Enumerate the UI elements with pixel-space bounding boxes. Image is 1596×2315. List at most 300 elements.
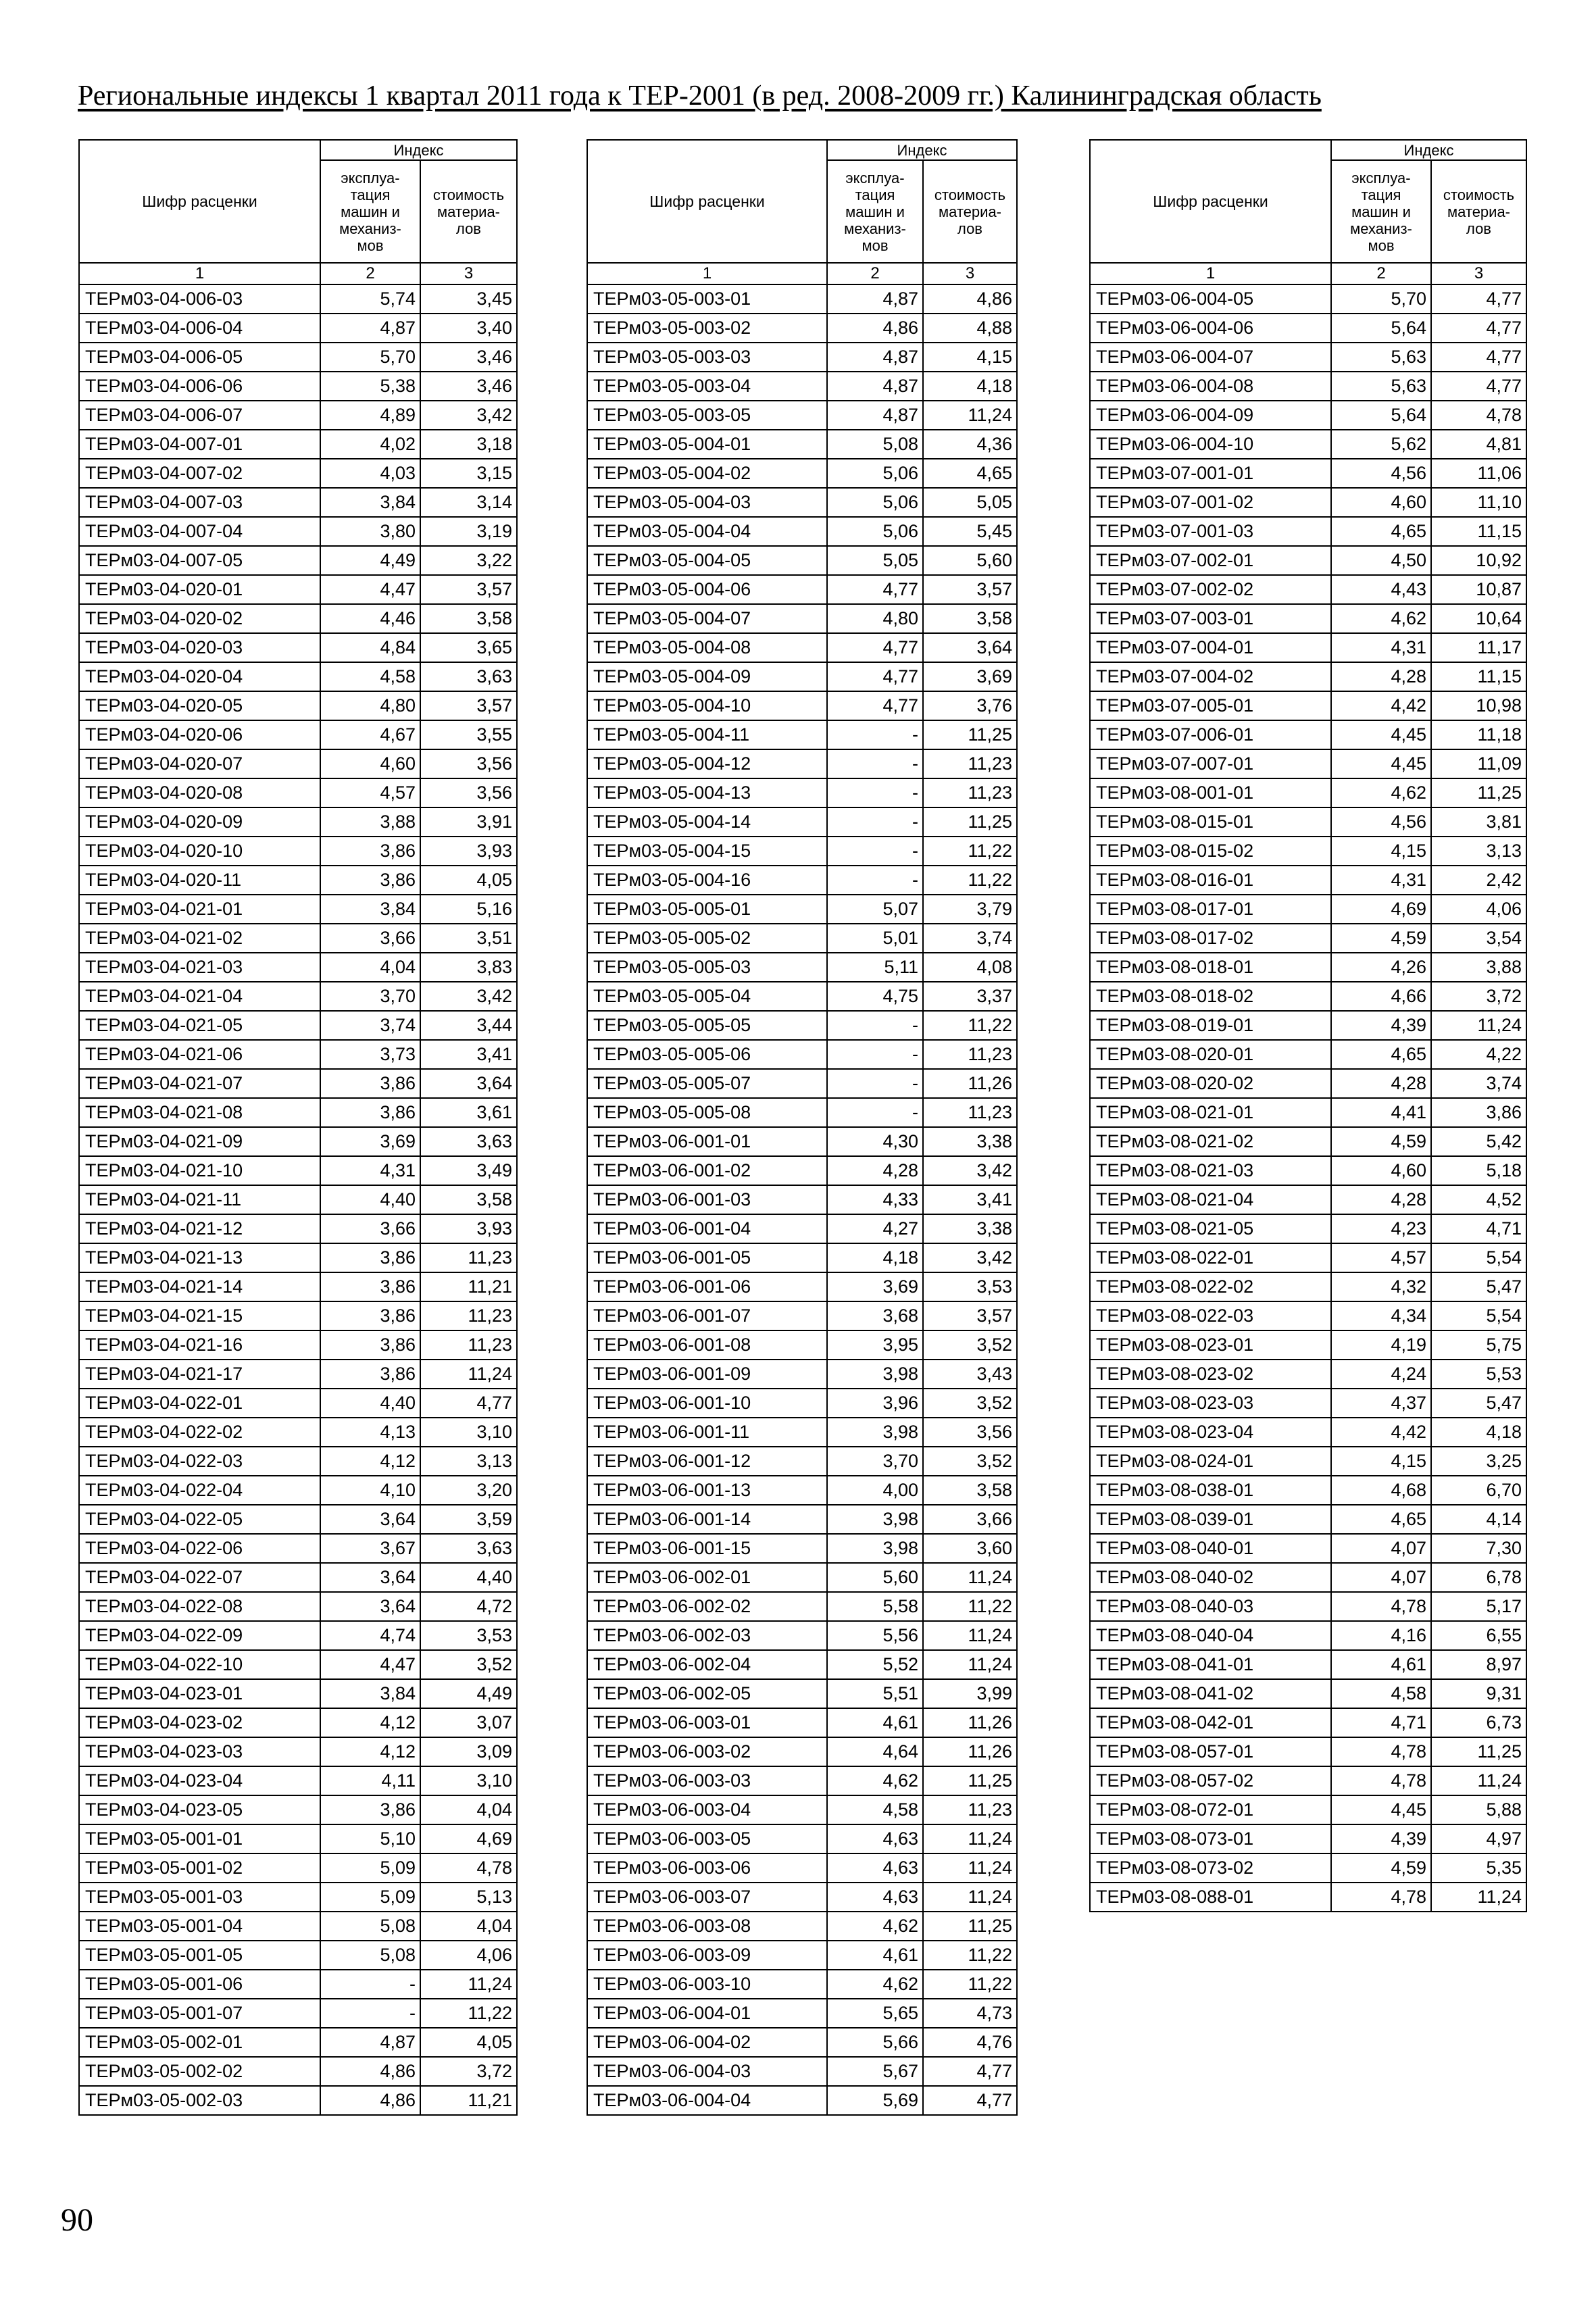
table-row: [587, 1737, 1017, 1766]
table-row: [79, 314, 517, 343]
materials-index-cell: 4,77: [1431, 372, 1526, 401]
table-row: [79, 401, 517, 430]
materials-index-cell: 4,78: [420, 1853, 517, 1883]
index-group-header: Индекс: [320, 140, 517, 160]
table-row: [587, 1824, 1017, 1853]
materials-index-cell: 11,24: [1431, 1883, 1526, 1912]
materials-index-cell: 11,24: [923, 1824, 1017, 1853]
machines-index-cell: 5,63: [1331, 343, 1431, 372]
rate-code-cell: ТЕРм03-05-004-04: [587, 517, 827, 546]
machines-index-cell: 4,87: [827, 284, 923, 314]
table-row: [587, 1650, 1017, 1679]
rate-code-cell: ТЕРм03-05-005-01: [587, 895, 827, 924]
table-row: [587, 1243, 1017, 1272]
rate-code-cell: ТЕРм03-08-021-04: [1090, 1185, 1331, 1214]
rate-code-cell: ТЕРм03-06-001-15: [587, 1534, 827, 1563]
machines-index-cell: 3,86: [320, 1360, 420, 1389]
machines-index-cell: 4,69: [1331, 895, 1431, 924]
machines-index-cell: 4,80: [320, 691, 420, 720]
table-row: [79, 2086, 517, 2115]
rate-code-cell: ТЕРм03-04-022-01: [79, 1389, 320, 1418]
materials-index-cell: 6,70: [1431, 1476, 1526, 1505]
rate-code-cell: ТЕРм03-08-018-02: [1090, 982, 1331, 1011]
materials-index-cell: 3,19: [420, 517, 517, 546]
machines-index-cell: 4,12: [320, 1737, 420, 1766]
rate-code-cell: ТЕРм03-08-073-02: [1090, 1853, 1331, 1883]
machines-index-cell: 4,78: [1331, 1737, 1431, 1766]
materials-index-cell: 3,57: [923, 575, 1017, 604]
rate-code-cell: ТЕРм03-06-003-10: [587, 1970, 827, 1999]
machines-index-cell: 5,58: [827, 1592, 923, 1621]
machines-index-cell: 4,86: [320, 2057, 420, 2086]
machines-index-cell: 4,41: [1331, 1098, 1431, 1127]
rate-code-cell: ТЕРм03-08-022-03: [1090, 1301, 1331, 1330]
table-row: [587, 749, 1017, 778]
machines-index-cell: 4,77: [827, 575, 923, 604]
materials-index-cell: 11,15: [1431, 662, 1526, 691]
table-row: [79, 807, 517, 837]
materials-index-cell: 11,23: [420, 1301, 517, 1330]
machines-index-cell: 4,02: [320, 430, 420, 459]
materials-index-cell: 10,87: [1431, 575, 1526, 604]
table-row: [587, 1941, 1017, 1970]
machines-index-cell: 5,66: [827, 2028, 923, 2057]
machines-index-cell: 4,32: [1331, 1272, 1431, 1301]
machines-index-cell: 4,63: [827, 1824, 923, 1853]
machines-index-cell: 3,86: [320, 866, 420, 895]
table-row: [79, 430, 517, 459]
rate-code-cell: ТЕРм03-04-022-07: [79, 1563, 320, 1592]
rate-code-cell: ТЕРм03-04-022-09: [79, 1621, 320, 1650]
table-row: [587, 1156, 1017, 1185]
machines-index-cell: 4,59: [1331, 1853, 1431, 1883]
table-row: [1090, 314, 1526, 343]
rate-code-cell: ТЕРм03-08-020-01: [1090, 1040, 1331, 1069]
table-row: [79, 1214, 517, 1243]
table-row: [79, 546, 517, 575]
machines-index-cell: 4,62: [827, 1912, 923, 1941]
materials-index-cell: 10,64: [1431, 604, 1526, 633]
table-row: [79, 778, 517, 807]
table-row: [587, 1592, 1017, 1621]
table-row: [587, 1795, 1017, 1824]
table-row: [587, 1098, 1017, 1127]
rate-code-cell: ТЕРм03-08-040-04: [1090, 1621, 1331, 1650]
materials-index-cell: 3,58: [923, 604, 1017, 633]
table-row: [79, 1679, 517, 1708]
table-row: [1090, 546, 1526, 575]
materials-index-cell: 5,18: [1431, 1156, 1526, 1185]
machines-index-cell: 4,63: [827, 1883, 923, 1912]
table-row: [1090, 1156, 1526, 1185]
table-row: [79, 1185, 517, 1214]
table-row: [587, 1970, 1017, 1999]
materials-index-cell: 3,57: [923, 1301, 1017, 1330]
table-row: [79, 1563, 517, 1592]
materials-index-cell: 3,91: [420, 807, 517, 837]
machines-index-cell: 5,70: [1331, 284, 1431, 314]
rate-code-cell: ТЕРм03-04-023-05: [79, 1795, 320, 1824]
table-row: [79, 1418, 517, 1447]
rate-code-cell: ТЕРм03-05-004-12: [587, 749, 827, 778]
rate-code-cell: ТЕРм03-06-003-05: [587, 1824, 827, 1853]
machines-index-cell: 4,59: [1331, 1127, 1431, 1156]
materials-index-cell: 3,64: [420, 1069, 517, 1098]
machines-index-cell: 4,47: [320, 575, 420, 604]
table-row: [79, 924, 517, 953]
materials-index-cell: 9,31: [1431, 1679, 1526, 1708]
materials-index-cell: 3,52: [420, 1650, 517, 1679]
rate-code-cell: ТЕРм03-05-004-06: [587, 575, 827, 604]
machines-index-cell: 4,89: [320, 401, 420, 430]
table-row: [79, 372, 517, 401]
table-row: [1090, 1592, 1526, 1621]
materials-index-cell: 3,56: [420, 778, 517, 807]
rate-code-cell: ТЕРм03-05-004-02: [587, 459, 827, 488]
machines-index-cell: 3,86: [320, 837, 420, 866]
materials-index-cell: 11,22: [923, 1011, 1017, 1040]
rate-code-cell: ТЕРм03-04-006-07: [79, 401, 320, 430]
table-row: [79, 720, 517, 749]
rate-code-cell: ТЕРм03-04-021-14: [79, 1272, 320, 1301]
materials-index-cell: 3,63: [420, 662, 517, 691]
rate-code-cell: ТЕРм03-06-001-08: [587, 1330, 827, 1360]
table-row: [79, 953, 517, 982]
materials-index-cell: 5,54: [1431, 1301, 1526, 1330]
rate-code-cell: ТЕРм03-06-001-14: [587, 1505, 827, 1534]
machines-index-cell: 4,60: [1331, 1156, 1431, 1185]
table-row: [1090, 430, 1526, 459]
machines-index-cell: -: [827, 807, 923, 837]
rate-code-cell: ТЕРм03-05-001-07: [79, 1999, 320, 2028]
machines-index-cell: 4,60: [320, 749, 420, 778]
rate-code-cell: ТЕРм03-04-020-06: [79, 720, 320, 749]
column-number: 3: [1431, 263, 1526, 284]
table-row: [587, 517, 1017, 546]
rate-code-cell: ТЕРм03-08-001-01: [1090, 778, 1331, 807]
rate-code-cell: ТЕРм03-08-040-02: [1090, 1563, 1331, 1592]
rate-code-cell: ТЕРм03-08-023-01: [1090, 1330, 1331, 1360]
table-row: [1090, 1621, 1526, 1650]
materials-index-cell: 6,78: [1431, 1563, 1526, 1592]
rate-code-cell: ТЕРм03-04-020-03: [79, 633, 320, 662]
materials-index-cell: 3,58: [923, 1476, 1017, 1505]
rate-code-cell: ТЕРм03-04-006-03: [79, 284, 320, 314]
rate-code-cell: ТЕРм03-05-005-04: [587, 982, 827, 1011]
rate-code-cell: ТЕРм03-06-001-12: [587, 1447, 827, 1476]
rate-code-cell: ТЕРм03-06-004-05: [1090, 284, 1331, 314]
rate-code-cell: ТЕРм03-05-002-02: [79, 2057, 320, 2086]
materials-index-cell: 3,86: [1431, 1098, 1526, 1127]
table-row: [79, 284, 517, 314]
rate-code-cell: ТЕРм03-06-001-01: [587, 1127, 827, 1156]
table-row: [587, 662, 1017, 691]
machines-index-cell: 5,38: [320, 372, 420, 401]
machines-index-cell: -: [827, 749, 923, 778]
rate-code-cell: ТЕРм03-08-018-01: [1090, 953, 1331, 982]
materials-index-cell: 3,93: [420, 837, 517, 866]
materials-index-cell: 3,72: [1431, 982, 1526, 1011]
machines-index-cell: -: [320, 1970, 420, 1999]
table-row: [1090, 1185, 1526, 1214]
materials-index-cell: 4,97: [1431, 1824, 1526, 1853]
table-row: [1090, 1505, 1526, 1534]
materials-index-cell: 7,30: [1431, 1534, 1526, 1563]
rate-code-cell: ТЕРм03-08-088-01: [1090, 1883, 1331, 1912]
materials-index-cell: 3,46: [420, 343, 517, 372]
materials-index-cell: 11,23: [420, 1243, 517, 1272]
table-row: [79, 895, 517, 924]
machines-index-cell: 3,84: [320, 1679, 420, 1708]
materials-index-cell: 4,04: [420, 1912, 517, 1941]
materials-index-cell: 3,74: [1431, 1069, 1526, 1098]
materials-index-cell: 3,58: [420, 1185, 517, 1214]
table-row: [587, 459, 1017, 488]
machines-index-cell: 4,26: [1331, 953, 1431, 982]
machines-index-cell: 4,40: [320, 1389, 420, 1418]
machines-index-cell: 5,51: [827, 1679, 923, 1708]
materials-index-cell: 11,22: [923, 1941, 1017, 1970]
rate-code-cell: ТЕРм03-05-005-05: [587, 1011, 827, 1040]
materials-index-cell: 3,38: [923, 1214, 1017, 1243]
machines-index-cell: 4,56: [1331, 807, 1431, 837]
rate-code-cell: ТЕРм03-04-020-11: [79, 866, 320, 895]
machines-index-cell: 5,64: [1331, 401, 1431, 430]
rate-code-cell: ТЕРм03-08-020-02: [1090, 1069, 1331, 1098]
rate-code-cell: ТЕРм03-05-004-03: [587, 488, 827, 517]
machines-index-cell: 3,64: [320, 1563, 420, 1592]
rate-code-cell: ТЕРм03-08-023-02: [1090, 1360, 1331, 1389]
materials-column-header: стоимость материа- лов: [923, 160, 1017, 263]
materials-index-cell: 10,98: [1431, 691, 1526, 720]
materials-index-cell: 11,21: [420, 1272, 517, 1301]
rate-code-cell: ТЕРм03-04-007-03: [79, 488, 320, 517]
materials-index-cell: 11,25: [1431, 1737, 1526, 1766]
machines-index-cell: 4,45: [1331, 1795, 1431, 1824]
machines-index-cell: 4,24: [1331, 1360, 1431, 1389]
table-row: [587, 691, 1017, 720]
materials-index-cell: 5,17: [1431, 1592, 1526, 1621]
table-row: [587, 1214, 1017, 1243]
materials-index-cell: 4,77: [923, 2086, 1017, 2115]
machines-index-cell: 4,57: [320, 778, 420, 807]
materials-index-cell: 3,07: [420, 1708, 517, 1737]
machines-index-cell: 5,07: [827, 895, 923, 924]
machines-index-cell: 4,87: [827, 401, 923, 430]
rate-code-cell: ТЕРм03-06-001-07: [587, 1301, 827, 1330]
materials-index-cell: 4,36: [923, 430, 1017, 459]
rate-code-cell: ТЕРм03-08-021-01: [1090, 1098, 1331, 1127]
rate-code-cell: ТЕРм03-06-001-06: [587, 1272, 827, 1301]
rate-code-cell: ТЕРм03-07-004-01: [1090, 633, 1331, 662]
machines-index-cell: 4,37: [1331, 1389, 1431, 1418]
code-column-header: Шифр расценки: [79, 140, 320, 263]
materials-index-cell: 4,72: [420, 1592, 517, 1621]
materials-index-cell: 11,22: [923, 837, 1017, 866]
machines-index-cell: 4,19: [1331, 1330, 1431, 1360]
table-row: [79, 1243, 517, 1272]
machines-index-cell: 4,74: [320, 1621, 420, 1650]
rate-code-cell: ТЕРм03-05-003-05: [587, 401, 827, 430]
rate-code-cell: ТЕРм03-05-001-01: [79, 1824, 320, 1853]
rate-code-cell: ТЕРм03-08-024-01: [1090, 1447, 1331, 1476]
machines-index-cell: 4,87: [320, 2028, 420, 2057]
rate-code-cell: ТЕРм03-04-021-10: [79, 1156, 320, 1185]
materials-index-cell: 11,22: [923, 1592, 1017, 1621]
table-row: [587, 343, 1017, 372]
machines-index-cell: 4,80: [827, 604, 923, 633]
materials-index-cell: 11,25: [923, 720, 1017, 749]
materials-index-cell: 11,24: [923, 1650, 1017, 1679]
rate-code-cell: ТЕРм03-04-007-04: [79, 517, 320, 546]
table-row: [587, 1912, 1017, 1941]
materials-index-cell: 3,52: [923, 1447, 1017, 1476]
machines-index-cell: 5,60: [827, 1563, 923, 1592]
machines-index-cell: 3,80: [320, 517, 420, 546]
table-row: [1090, 1679, 1526, 1708]
materials-index-cell: 6,73: [1431, 1708, 1526, 1737]
rate-code-cell: ТЕРм03-08-017-02: [1090, 924, 1331, 953]
machines-index-cell: 4,18: [827, 1243, 923, 1272]
materials-index-cell: 3,43: [923, 1360, 1017, 1389]
materials-index-cell: 11,15: [1431, 517, 1526, 546]
materials-index-cell: 4,81: [1431, 430, 1526, 459]
rate-code-cell: ТЕРм03-07-005-01: [1090, 691, 1331, 720]
machines-index-cell: 4,71: [1331, 1708, 1431, 1737]
machines-index-cell: 3,69: [320, 1127, 420, 1156]
machines-index-cell: 3,73: [320, 1040, 420, 1069]
page-number: 90: [61, 2202, 93, 2238]
table-row: [79, 2057, 517, 2086]
rate-code-cell: ТЕРм03-05-001-04: [79, 1912, 320, 1941]
rate-code-cell: ТЕРм03-06-004-01: [587, 1999, 827, 2028]
rate-code-cell: ТЕРм03-04-020-02: [79, 604, 320, 633]
table-row: [587, 488, 1017, 517]
rate-code-cell: ТЕРм03-08-021-02: [1090, 1127, 1331, 1156]
table-row: [79, 604, 517, 633]
rate-code-cell: ТЕРм03-07-006-01: [1090, 720, 1331, 749]
rate-code-cell: ТЕРм03-06-003-01: [587, 1708, 827, 1737]
rate-code-cell: ТЕРм03-04-021-13: [79, 1243, 320, 1272]
materials-index-cell: 5,45: [923, 517, 1017, 546]
index-table-1: [78, 139, 518, 2116]
machines-index-cell: 4,12: [320, 1447, 420, 1476]
table-row: [587, 1330, 1017, 1360]
column-number: 3: [923, 263, 1017, 284]
machines-index-cell: 3,66: [320, 1214, 420, 1243]
rate-code-cell: ТЕРм03-06-003-04: [587, 1795, 827, 1824]
rate-code-cell: ТЕРм03-05-001-06: [79, 1970, 320, 1999]
table-row: [79, 1708, 517, 1737]
rate-code-cell: ТЕРм03-04-022-08: [79, 1592, 320, 1621]
rate-code-cell: ТЕРм03-07-007-01: [1090, 749, 1331, 778]
rate-code-cell: ТЕРм03-04-007-02: [79, 459, 320, 488]
rate-code-cell: ТЕРм03-04-020-09: [79, 807, 320, 837]
machines-index-cell: 4,78: [1331, 1592, 1431, 1621]
code-column-header: Шифр расценки: [587, 140, 827, 263]
table-row: [1090, 720, 1526, 749]
machines-index-cell: 3,74: [320, 1011, 420, 1040]
table-row: [79, 1824, 517, 1853]
materials-index-cell: 3,76: [923, 691, 1017, 720]
table-row: [79, 1040, 517, 1069]
machines-index-cell: 4,28: [1331, 1185, 1431, 1214]
machines-index-cell: 4,58: [1331, 1679, 1431, 1708]
machines-index-cell: 4,07: [1331, 1534, 1431, 1563]
table-row: [587, 1883, 1017, 1912]
table-row: [1090, 924, 1526, 953]
materials-index-cell: 3,66: [923, 1505, 1017, 1534]
materials-index-cell: 11,22: [420, 1999, 517, 2028]
machines-index-cell: 4,07: [1331, 1563, 1431, 1592]
rate-code-cell: ТЕРм03-04-021-12: [79, 1214, 320, 1243]
table-row: [79, 749, 517, 778]
rate-code-cell: ТЕРм03-08-057-02: [1090, 1766, 1331, 1795]
rate-code-cell: ТЕРм03-05-002-03: [79, 2086, 320, 2115]
table-row: [1090, 1127, 1526, 1156]
materials-index-cell: 3,10: [420, 1418, 517, 1447]
machines-index-cell: 4,40: [320, 1185, 420, 1214]
materials-index-cell: 3,18: [420, 430, 517, 459]
machines-index-cell: -: [827, 1040, 923, 1069]
machines-index-cell: -: [827, 1098, 923, 1127]
index-table-3: [1089, 139, 1527, 1912]
table-row: [1090, 1040, 1526, 1069]
machines-index-cell: 4,34: [1331, 1301, 1431, 1330]
machines-index-cell: 5,11: [827, 953, 923, 982]
materials-index-cell: 11,26: [923, 1069, 1017, 1098]
materials-index-cell: 11,24: [420, 1360, 517, 1389]
table-row: [79, 1098, 517, 1127]
materials-index-cell: 11,23: [923, 778, 1017, 807]
table-row: [587, 924, 1017, 953]
code-column-header: Шифр расценки: [1090, 140, 1331, 263]
table-row: [1090, 1360, 1526, 1389]
materials-index-cell: 3,46: [420, 372, 517, 401]
table-row: [79, 1912, 517, 1941]
index-group-header: Индекс: [1331, 140, 1526, 160]
machines-index-cell: 4,86: [320, 2086, 420, 2115]
column-number: 1: [587, 263, 827, 284]
rate-code-cell: ТЕРм03-06-002-05: [587, 1679, 827, 1708]
machines-index-cell: -: [827, 778, 923, 807]
machines-index-cell: 4,78: [1331, 1883, 1431, 1912]
rate-code-cell: ТЕРм03-06-002-04: [587, 1650, 827, 1679]
rate-code-cell: ТЕРм03-04-023-04: [79, 1766, 320, 1795]
machines-index-cell: 4,65: [1331, 1040, 1431, 1069]
rate-code-cell: ТЕРм03-04-022-03: [79, 1447, 320, 1476]
machines-index-cell: 4,57: [1331, 1243, 1431, 1272]
table-row: [587, 1185, 1017, 1214]
machines-index-cell: 4,58: [320, 662, 420, 691]
table-row: [587, 430, 1017, 459]
materials-index-cell: 3,64: [923, 633, 1017, 662]
table-row: [79, 343, 517, 372]
machines-index-cell: 5,05: [827, 546, 923, 575]
materials-index-cell: 4,05: [420, 2028, 517, 2057]
materials-index-cell: 4,73: [923, 1999, 1017, 2028]
materials-index-cell: 3,60: [923, 1534, 1017, 1563]
table-row: [587, 895, 1017, 924]
table-row: [587, 2028, 1017, 2057]
materials-index-cell: 11,24: [923, 1883, 1017, 1912]
machines-index-cell: 5,74: [320, 284, 420, 314]
machines-index-cell: 5,63: [1331, 372, 1431, 401]
machines-index-cell: 3,86: [320, 1330, 420, 1360]
materials-index-cell: 3,13: [420, 1447, 517, 1476]
machines-index-cell: 4,00: [827, 1476, 923, 1505]
materials-index-cell: 3,83: [420, 953, 517, 982]
